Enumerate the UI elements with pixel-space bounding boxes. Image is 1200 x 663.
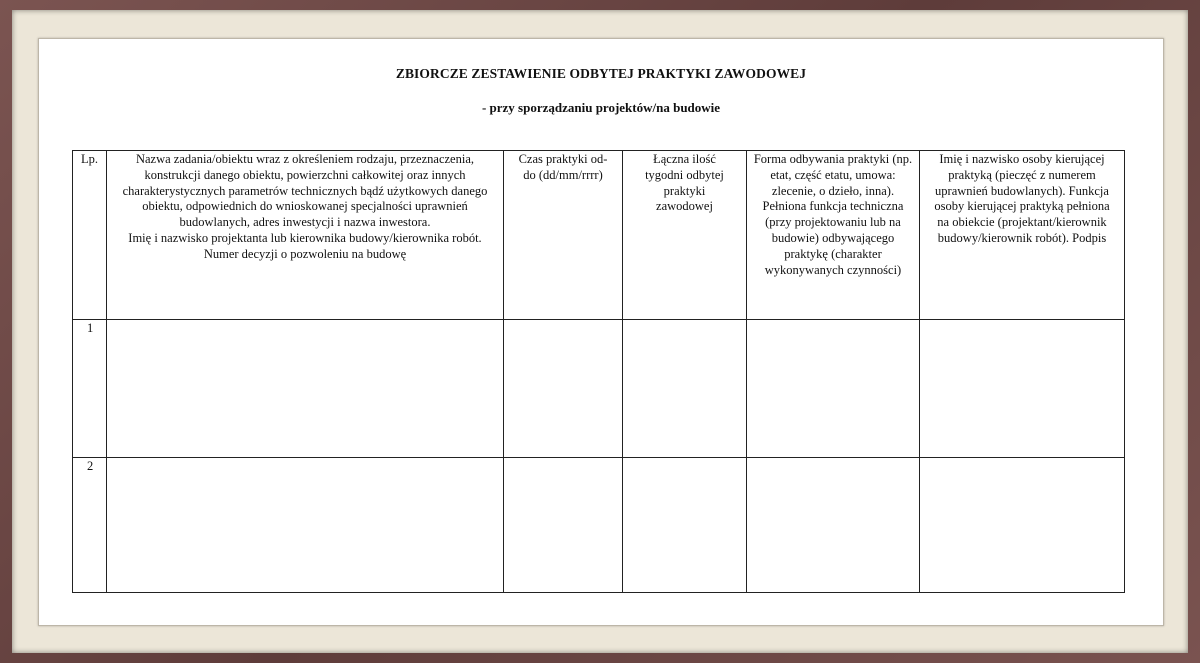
header-task-name [107, 151, 504, 320]
cell-total-weeks[interactable] [623, 458, 747, 593]
document-subtitle: - przy sporządzaniu projektów/na budowie [481, 100, 721, 115]
cell-task-name[interactable] [107, 320, 504, 458]
row-lp-value: 2 [87, 459, 94, 473]
cell-task-name[interactable] [107, 458, 504, 593]
cell-total-weeks[interactable] [623, 320, 747, 458]
header-task-name-designer: Imię i nazwisko projektanta lub kierownika budowy/kierownika robót. Numer decyzji o pozwoleniu na budowę [128, 230, 482, 261]
header-practice-form-text: Forma odbywania praktyki (np. etat, część etatu, umowa: zlecenie, o dzieło, inna). Pełniona funkcja techniczna (przy projektowaniu lub na budowie) odbywającego praktykę (charakter wykonywanych czynności) [753, 152, 913, 277]
table-header-row [73, 151, 1125, 320]
cell-practice-time[interactable] [504, 458, 623, 593]
document-title: ZBIORCZE ZESTAWIENIE ODBYTEJ PRAKTYKI ZAWODOWEJ [395, 66, 807, 81]
header-practice-time [504, 151, 623, 320]
header-lp: Lp. [73, 151, 107, 320]
header-supervisor [920, 151, 1125, 320]
table-row [73, 320, 1125, 458]
row-lp-value: 1 [87, 321, 94, 335]
header-task-name-text: Nazwa zadania/obiektu wraz z określeniem rodzaju, przeznaczenia, konstrukcji danego obiektu, powierzchni całkowitej oraz innych charakterystycznych parametrów technicznych bądź użytkowych danego obiektu, odpowiednich do wnioskowanej specjalności uprawnień budowlanych, adres inwestycji i nazwa inwestora. [122, 152, 488, 230]
header-total-weeks-text: Łączna ilość tygodni odbytej praktyki zawodowej [645, 152, 724, 214]
row-lp [73, 458, 107, 593]
header-supervisor-text: Imię i nazwisko osoby kierującej praktyką (pieczęć z numerem uprawnień budowlanych). Funkcja osoby kierującej praktyką pełniona na obiekcie (projektant/kierownik budowy/kierownik robót). Podpis [934, 152, 1110, 245]
row-lp [73, 320, 107, 458]
document-page [38, 38, 1164, 626]
cell-supervisor[interactable] [920, 320, 1125, 458]
header-practice-time-text: Czas praktyki od-do (dd/mm/rrrr) [518, 152, 608, 182]
practice-summary-table [72, 150, 1125, 593]
cell-practice-form[interactable] [747, 320, 920, 458]
header-total-weeks [623, 151, 747, 320]
cell-supervisor[interactable] [920, 458, 1125, 593]
cell-practice-form[interactable] [747, 458, 920, 593]
cell-practice-time[interactable] [504, 320, 623, 458]
table-row [73, 458, 1125, 593]
header-practice-form [747, 151, 920, 320]
